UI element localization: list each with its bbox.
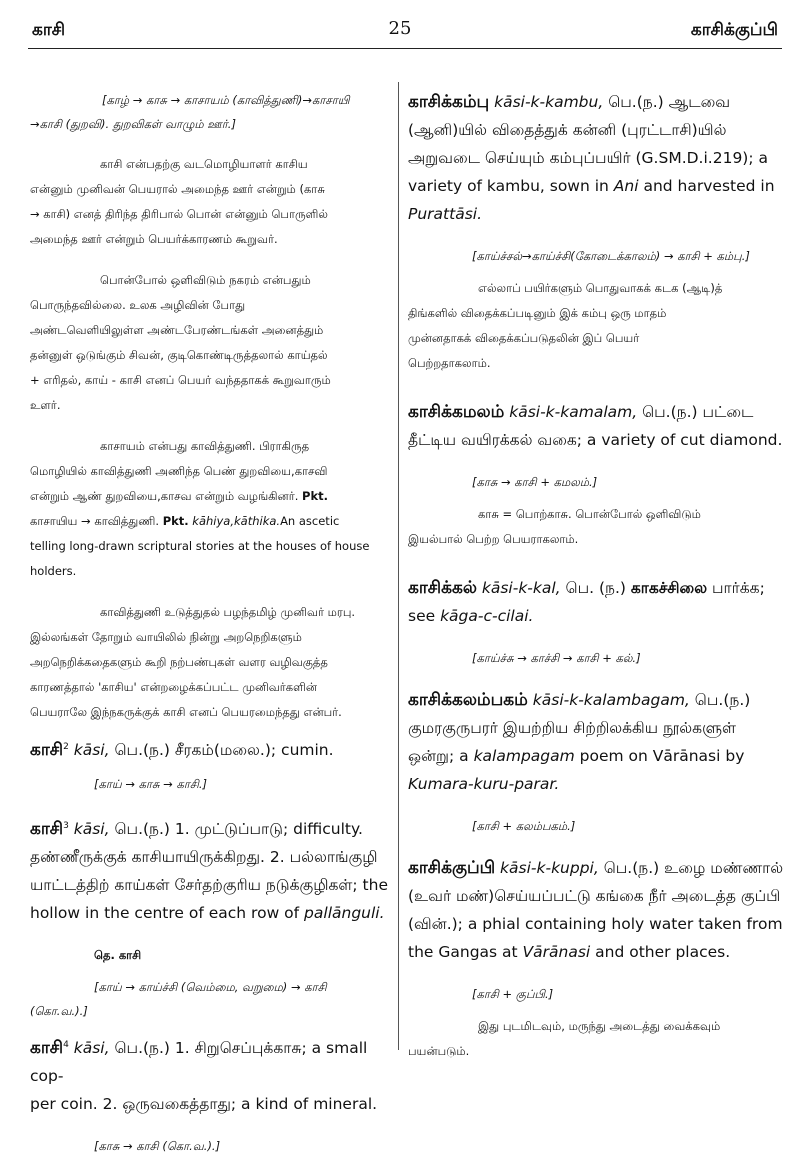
cross-reference: காகச்சிலை (630, 579, 708, 597)
column-divider (398, 82, 399, 1050)
dictionary-entry: காசிக்கலம்பகம் kāsi-k-kalambagam, பெ.(ந.) குமரகுருபரர் இயற்றிய சிற்றிலக்கிய நூல்களுள் ஒன்று; a kalampagam poem on Vārānasi by Kumara-kuru-parar. (408, 690, 751, 793)
headword: காசிக்கம்பு (408, 92, 490, 112)
dictionary-entry: காசிக்கமலம் kāsi-k-kamalam, பெ.(ந.) பட்டை தீட்டிய வயிரக்கல் வகை; a variety of cut diamond. (408, 402, 783, 449)
note-paragraph: இது புடமிடவும், மருந்து அடைத்து வைக்கவும் பயன்படும். (408, 1019, 721, 1058)
etymology: [காசி + குப்பி.] (472, 987, 554, 1001)
note-paragraph: பொன்போல் ஒளிவிடும் நகரம் என்பதும் பொருந்தவில்லை. உலக அழிவின் போது அண்டவெளியிலுள்ள அண்டபேரண்டங்கள் அனைத்தும் தன்னுள் ஒடுங்கும் சிவன், குடிகொண்டிருத்தலால் காய்தல் + எரிதல், காய் - காசி எனப் பெயர் வந்ததாகக் கூறுவாரும் உளர். (30, 273, 331, 412)
dictionary-entry: காசிக்கம்பு kāsi-k-kambu, பெ.(ந.) ஆடவை (ஆனி)யில் விதைத்துக் கன்னி (புரட்டாசி)யில் அறுவடை செய்யும் கம்புப்பயிர் (G.SM.D.i.219); a variety of kambu, sown in Ani and harvested in Purattāsi. (408, 92, 775, 223)
etymology: →காசி (துறவி). துறவிகள் வாழும் ஊர்.] (30, 117, 236, 131)
etymology: [காய்ச்சு → காச்சி → காசி + கல்.] (472, 651, 641, 665)
headword: காசிக்கல் (408, 578, 477, 598)
headword: காசிக்கமலம் (408, 402, 505, 422)
right-column (408, 88, 784, 1064)
note-paragraph: காசாயம் என்பது காவித்துணி. பிராகிருத மொழியில் காவித்துணி அணிந்த பெண் துறவியை,காசவி என்றும் ஆண் துறவியை,காசவ என்றும் வழங்கினர். Pkt. காசாயிய → காவித்துணி. Pkt. kāhiya,kāthika.An ascetic telling long-drawn scriptural stories at the houses of house holders. (30, 439, 370, 578)
note-paragraph: காசி என்பதற்கு வடமொழியாளர் காசிய என்னும் முனிவன் பெயரால் அமைந்த ஊர் என்றும் (காசு → காசி) எனத் திரிந்த திரிபால் பொன் என்னும் பொருளில் அமைந்த ஊர் என்றும் பெயர்க்காரணம் கூறுவர். (30, 157, 328, 246)
headword: காசி (30, 1038, 64, 1059)
etymology: [காய் → காசு → காசி.] (94, 777, 207, 792)
etymology: [காய்ச்சல்→காய்ச்சி(கோடைக்காலம்) → காசி + கம்பு.] (472, 249, 750, 263)
headword: காசிக்கலம்பகம் (408, 690, 528, 710)
etymology: (கொ.வ.).] (30, 1004, 88, 1019)
cognate-note: தெ. காசி (94, 948, 142, 963)
etymology: [காசி + கலம்பகம்.] (472, 819, 576, 833)
page-number: 25 (388, 18, 412, 39)
etymology: [காசு → காசி (கொ.வ.).] (94, 1139, 221, 1154)
etymology: [காழ் → காசு → காசாயம் (காவித்துணி)→காசாயி (102, 93, 350, 107)
dictionary-entry: காசி$^4$ kāsi, பெ.(ந.) 1. சிறுசெப்புக்காசு; a small cop- per coin. 2. ஒருவகைத்தாது; a kind of mineral. (30, 1038, 378, 1114)
header-rule (28, 48, 782, 49)
running-head-right: காசிக்குப்பி (690, 20, 778, 40)
headword: காசிக்குப்பி (408, 858, 496, 878)
left-column (30, 88, 390, 1158)
etymology: [காய் → காய்ச்சி (வெம்மை, வறுமை) → காசி (94, 980, 327, 995)
dictionary-entry: காசி$^3$ kāsi, பெ.(ந.) 1. முட்டுப்பாடு; difficulty. தண்ணீருக்குக் காசியாயிருக்கிறது. 2. பல்லாங்குழி யாட்டத்திற் காய்கள் சேர்தற்குரிய நடுக்குழிகள்; the hollow in the centre of each row of pallānguli. (30, 819, 388, 923)
note-paragraph: காவித்துணி உடுத்துதல் பழந்தமிழ் முனிவர் மரபு. இல்லங்கள் தோறும் வாயிலில் நின்று அறநெறிகளும் அறநெறிக்கதைகளும் கூறி நற்பண்புகள் வளர வழிவகுத்த காரணத்தால் 'காசிய' என்றழைக்கப்பட்ட முனிவர்களின் பெயராலே இந்நகருக்குக் காசி எனப் பெயரமைந்தது என்பர். (30, 605, 356, 719)
etymology: [காசு → காசி + கமலம்.] (472, 475, 598, 489)
headword: காசி (30, 819, 64, 840)
note-paragraph: காசு = பொற்காசு. பொன்போல் ஒளிவிடும் இயல்பால் பெற்ற பெயராகலாம். (408, 507, 701, 546)
headword: காசி (30, 740, 64, 761)
dictionary-entry: காசி$^2$ kāsi, பெ.(ந.) சீரகம்(மலை.); cumin. (30, 740, 334, 761)
dictionary-entry: காசிக்குப்பி kāsi-k-kuppi, பெ.(ந.) உழை மண்ணால் (உவர் மண்)செய்யப்பட்டு கங்கை நீர் அடைத்த குப்பி (வின்.); a phial containing holy water taken from the Gangas at Vārānasi and other places. (408, 858, 784, 961)
dictionary-entry: காசிக்கல் kāsi-k-kal, பெ. (ந.) காகச்சிலை பார்க்க; see kāga-c-cilai. (408, 578, 765, 625)
note-paragraph: எல்லாப் பயிர்களும் பொதுவாகக் கடக (ஆடி)த் திங்களில் விதைக்கப்படினும் இக் கம்பு ஒரு மாதம் முன்னதாகக் விதைக்கப்படுதலின் இப் பெயர் பெற்றதாகலாம். (408, 281, 723, 370)
running-head-left: காசி (32, 20, 66, 40)
